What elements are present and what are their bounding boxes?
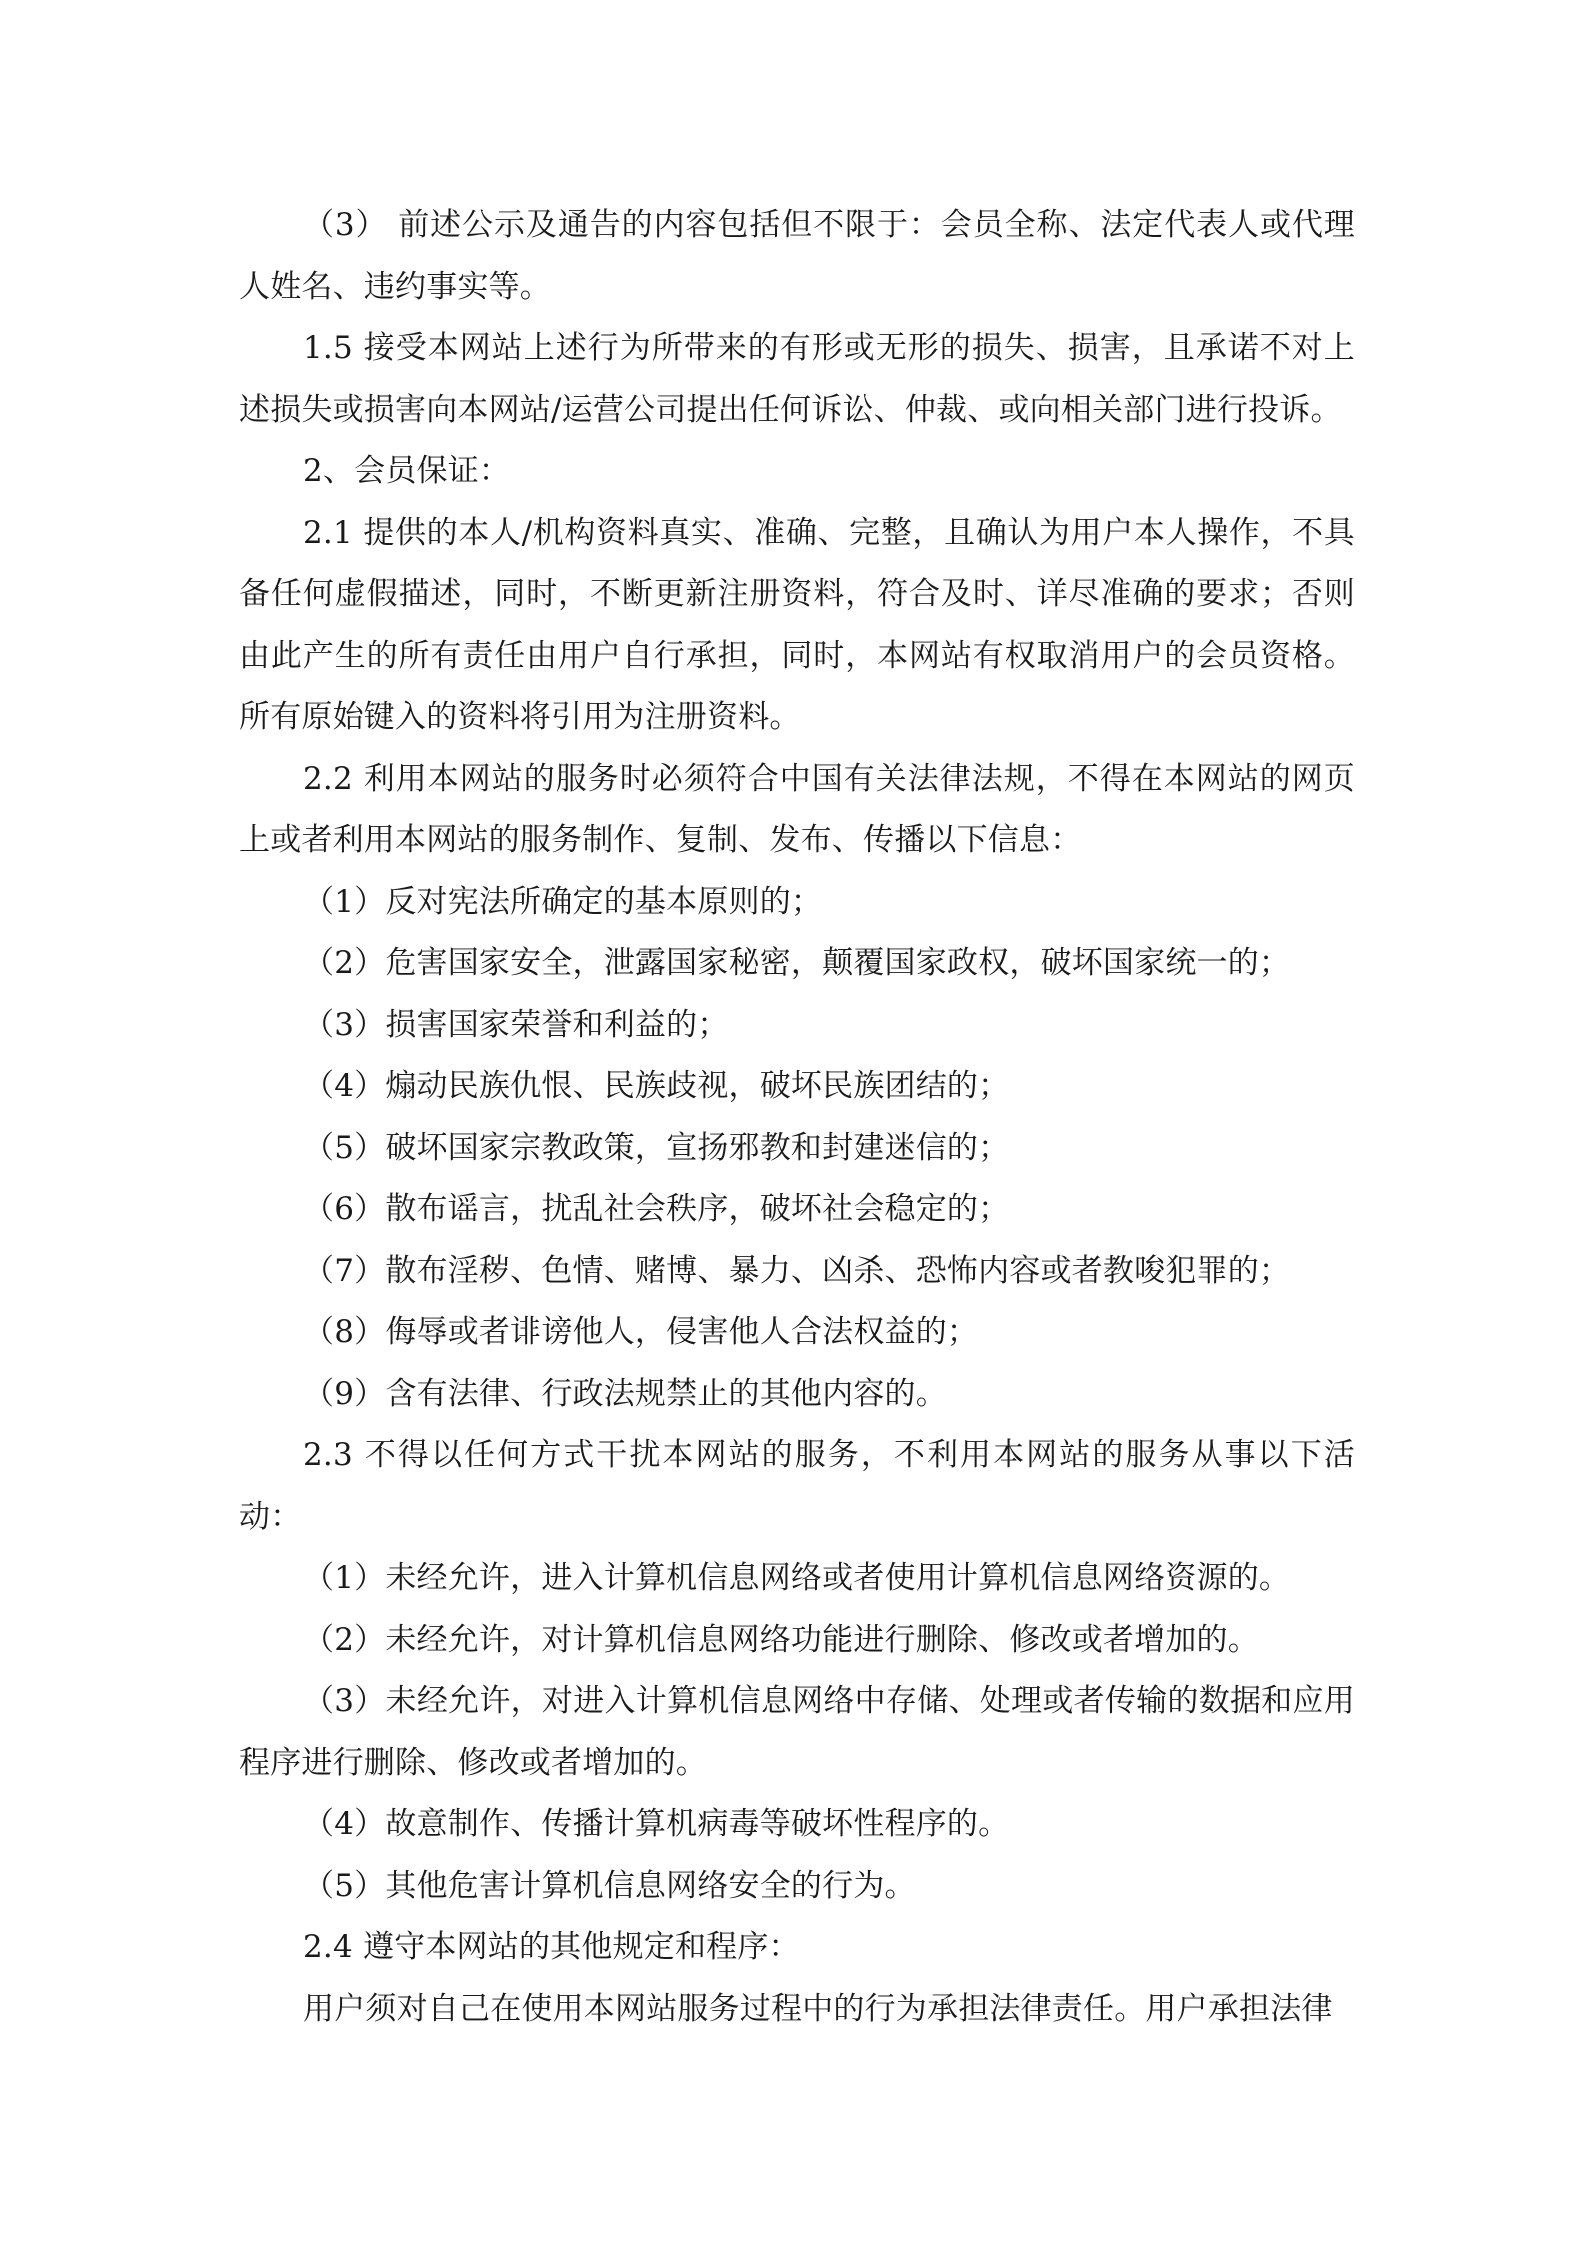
list-item-prohibited-8: （8）侮辱或者诽谤他人，侵害他人合法权益的； — [303, 1314, 979, 1350]
list-item-prohibited-1: （1）反对宪法所确定的基本原则的； — [303, 883, 823, 920]
paragraph-2-2-legal-compliance: 2.2 利用本网站的服务时必须符合中国有关法律法规，不得在本网站的网页上或者利用本网站的服务制作、复制、发布、传播以下信息： — [239, 760, 1355, 858]
list-item-activity-4: （4）故意制作、传播计算机病毒等破坏性程序的。 — [303, 1806, 1010, 1842]
list-item-activity-3: （3）未经允许，对进入计算机信息网络中存储、处理或者传输的数据和应用程序进行删除、修改或者增加的。 — [239, 1683, 1355, 1781]
list-item-activity-1: （1）未经允许，进入计算机信息网络或者使用计算机信息网络资源的。 — [303, 1560, 1291, 1596]
document-body — [239, 195, 1355, 2040]
list-item-prohibited-2: （2）危害国家安全，泄露国家秘密，颠覆国家政权，破坏国家统一的； — [303, 945, 1291, 981]
paragraph-1-5-loss-acceptance: 1.5 接受本网站上述行为所带来的有形或无形的损失、损害，且承诺不对上述损失或损害向本网站/运营公司提出任何诉讼、仲裁、或向相关部门进行投诉。 — [239, 330, 1355, 428]
paragraph-2-4-other-rules: 2.4 遵守本网站的其他规定和程序： — [303, 1929, 800, 1965]
paragraph-2-3-no-interference: 2.3 不得以任何方式干扰本网站的服务，不利用本网站的服务从事以下活动： — [239, 1437, 1355, 1535]
list-item-prohibited-6: （6）散布谣言，扰乱社会秩序，破坏社会稳定的； — [303, 1191, 1010, 1227]
paragraph-2-member-guarantee-heading: 2、会员保证： — [303, 453, 511, 489]
list-item-prohibited-5: （5）破坏国家宗教政策，宣扬邪教和封建迷信的； — [303, 1129, 1010, 1166]
list-item-prohibited-7: （7）散布淫秽、色情、赌博、暴力、凶杀、恐怖内容或者教唆犯罪的； — [303, 1252, 1291, 1289]
list-item-activity-5: （5）其他危害计算机信息网络安全的行为。 — [303, 1867, 916, 1904]
list-item-activity-2: （2）未经允许，对计算机信息网络功能进行删除、修改或者增加的。 — [303, 1621, 1259, 1658]
list-item-prohibited-3: （3）损害国家荣誉和利益的； — [303, 1006, 729, 1043]
paragraph-2-1-true-information: 2.1 提供的本人/机构资料真实、准确、完整，且确认为用户本人操作，不具备任何虚假描述，同时，不断更新注册资料，符合及时、详尽准确的要求；否则由此产生的所有责任由用户自行承担，同时，本网站有权取消用户的会员资格。所有原始键入的资料将引用为注册资料。 — [239, 514, 1355, 735]
paragraph-publicity-content: （3） 前述公示及通告的内容包括但不限于：会员全称、法定代表人或代理人姓名、违约事实等。 — [239, 207, 1355, 305]
list-item-prohibited-4: （4）煽动民族仇恨、民族歧视，破坏民族团结的； — [303, 1068, 1010, 1104]
paragraph-legal-responsibility: 用户须对自己在使用本网站服务过程中的行为承担法律责任。用户承担法律 — [303, 1990, 1333, 2027]
list-item-prohibited-9: （9）含有法律、行政法规禁止的其他内容的。 — [303, 1375, 947, 1412]
